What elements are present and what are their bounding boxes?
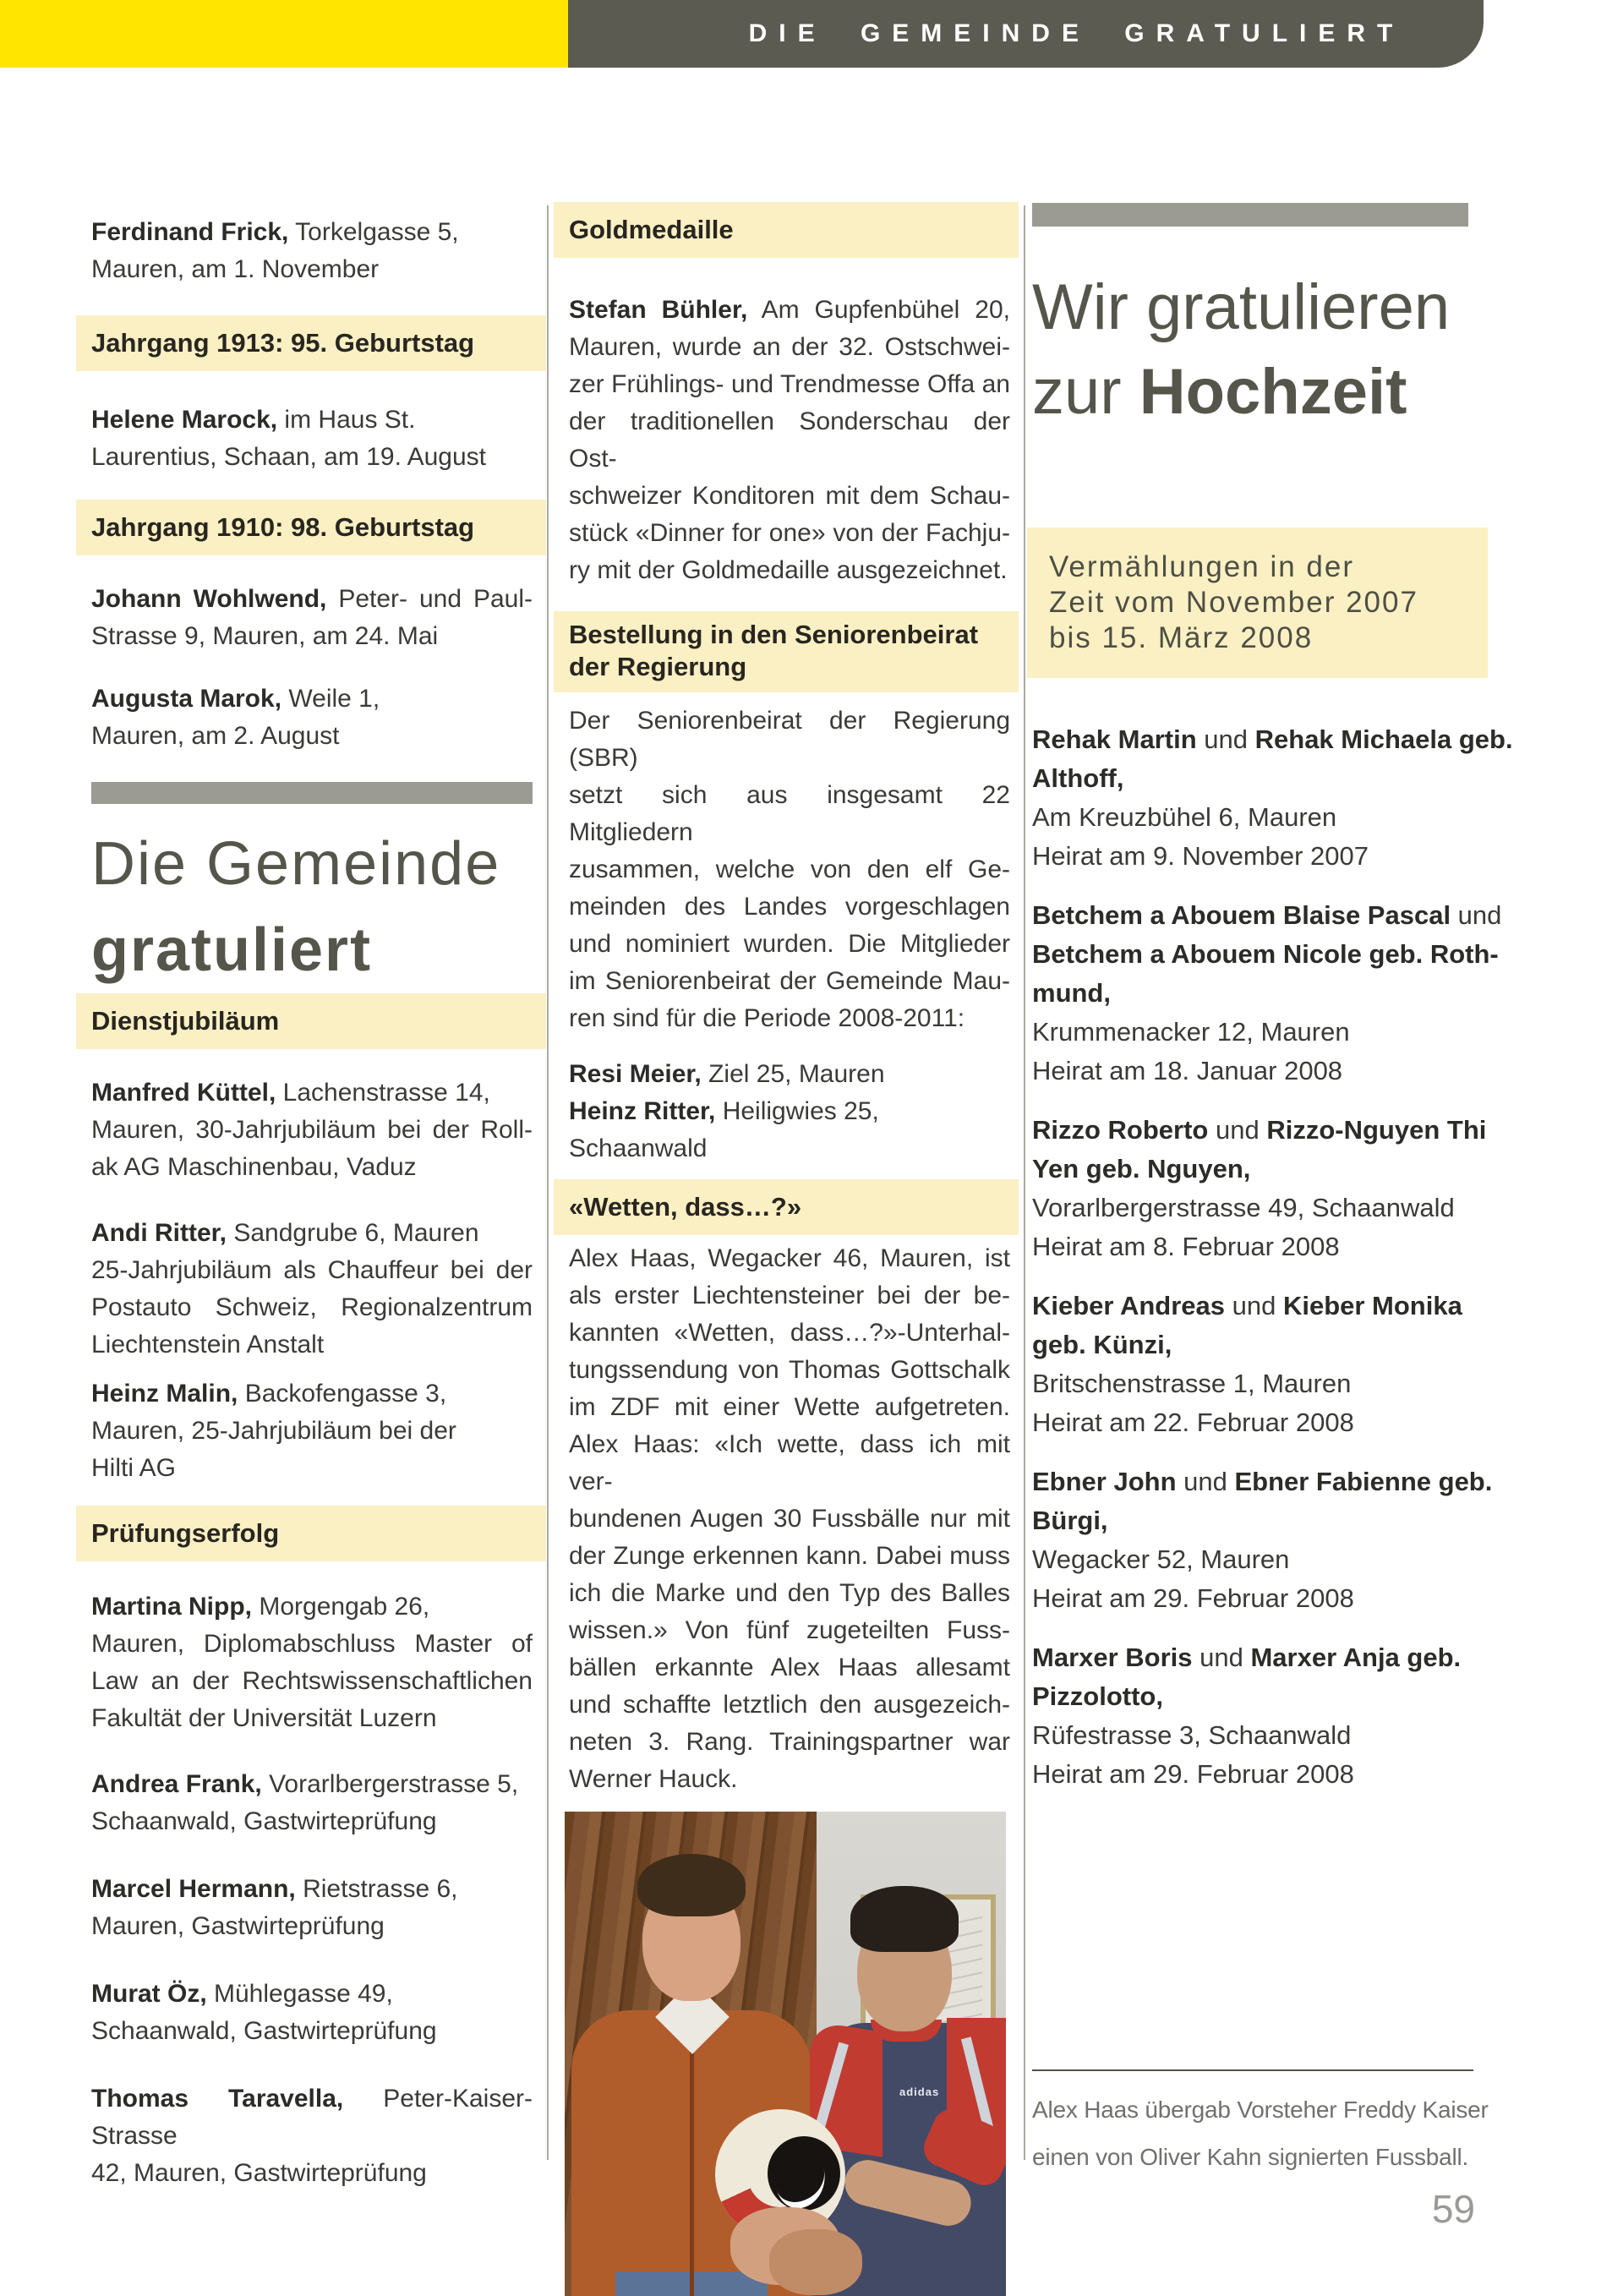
column-right: [1027, 203, 1513, 1794]
article-wetten-dass: Alex Haas, Wegacker 46, Mauren, ist als erster Liechtensteiner bei der be- kannten «Wetten, dass…?»-Unterhal- tungssendung von Thomas Gottschalk im ZDF mit einer Wette aufgetreten. Alex Haas: «Ich wette, dass ich mit ver- bundenen Augen 30 Fussbälle nur mit der Zunge erkennen kann. Dabei muss ich die Marke und den Typ des Balles wissen.» Von fünf zugeteilten Fuss- bällen erkannte Alex Haas allesamt und schaffte letztlich den ausgezeich- neten 3. Rang. Trainingspartner war Werner Hauck.: [569, 1244, 1010, 1793]
birthday-entry: Ferdinand Frick, Torkelgasse 5, Mauren, am 1. November: [91, 218, 459, 283]
man-right-hair: [850, 1886, 959, 1952]
wedding-entry: Ebner John und Ebner Fabienne geb. Bürgi, Wegacker 52, Mauren Heirat am 29. Februar 2008: [1032, 1467, 1493, 1613]
sweater-zipper: [690, 2042, 694, 2296]
photo-caption: Alex Haas übergab Vorsteher Freddy Kaiser einen von Oliver Kahn signierten Fussball.: [1032, 2069, 1473, 2181]
section-heading-1910: Jahrgang 1910: 98. Geburtstag: [76, 500, 546, 555]
page-number: 59: [1431, 2187, 1475, 2231]
wedding-entry: Marxer Boris und Marxer Anja geb. Pizzolotto, Rüfestrasse 3, Schaanwald Heirat am 29. Februar 2008: [1032, 1643, 1462, 1789]
exam-entry: Martina Nipp, Morgengab 26, Mauren, Diplomabschluss Master of Law an der Rechtswissenschaftlichen Fakultät der Universität Luzern: [91, 1593, 533, 1732]
headline-line2: gratuliert: [91, 916, 373, 984]
wedding-entry: Rizzo Roberto und Rizzo-Nguyen Thi Yen geb. Nguyen, Vorarlbergerstrasse 49, Schaanwald Heirat am 8. Februar 2008: [1032, 1115, 1487, 1261]
header-yellow-band: [0, 0, 568, 68]
headline-line1: Die Gemeinde: [91, 830, 501, 898]
photo-handshake-football: [565, 1812, 1006, 2296]
jubilee-entry: Manfred Küttel, Lachenstrasse 14, Mauren, 30-Jahrjubiläum bei der Roll- ak AG Maschinenbau, Vaduz: [91, 1079, 533, 1181]
wedding-headline: [1032, 265, 1488, 435]
section-divider-bar: [91, 782, 533, 804]
birthday-entry: Augusta Marok, Weile 1, Mauren, am 2. August: [91, 685, 380, 750]
section-heading-pruefungserfolg: Prüfungserfolg: [76, 1506, 546, 1561]
heading-line1: Bestellung in den Seniorenbeirat: [569, 620, 979, 649]
wedding-entry: Betchem a Abouem Blaise Pascal und Betchem a Abouem Nicole geb. Roth- mund, Krummenacker 12, Mauren Heirat am 18. Januar 2008: [1032, 900, 1502, 1085]
exam-entry: Murat Öz, Mühlegasse 49, Schaanwald, Gastwirteprüfung: [91, 1980, 437, 2045]
column-divider-left: [547, 205, 549, 2160]
page-title: DIE GEMEINDE GRATULIERT: [748, 19, 1405, 47]
wedding-entry: Rehak Martin und Rehak Michaela geb. Althoff, Am Kreuzbühel 6, Mauren Heirat am 9. November 2007: [1032, 724, 1513, 871]
section-heading-wetten-dass: «Wetten, dass…?»: [554, 1179, 1019, 1235]
birthday-entry: Helene Marock, im Haus St. Laurentius, Schaan, am 19. August: [91, 406, 486, 471]
section-divider-bar: [1032, 203, 1468, 227]
header-title-band: [568, 0, 1484, 68]
column-divider-right: [1024, 205, 1025, 2160]
article-goldmedaille: Stefan Bühler, Am Gupfenbühel 20, Mauren, wurde an der 32. Ostschwei- zer Frühlings- und Trendmesse Offa an der traditionellen Sonderschau der Ost- schweizer Konditoren mit dem Schau- stück «Dinner for one» von der Fachju- ry mit der Goldmedaille ausgezeichnet.: [569, 296, 1010, 584]
section-heading-goldmedaille: Goldmedaille: [554, 202, 1019, 258]
headline-line1: Wir gratulieren: [1032, 271, 1451, 343]
headline-line2: zur Hochzeit: [1032, 356, 1407, 428]
jubilee-entry: Andi Ritter, Sandgrube 6, Mauren 25-Jahrjubiläum als Chauffeur bei der Postauto Schweiz, Regionalzentrum Liechtenstein Anstalt: [91, 1219, 533, 1358]
section-heading-dienstjubilaeum: Dienstjubiläum: [76, 993, 546, 1049]
wedding-period-note: Vermählungen in der Zeit vom November 2007 bis 15. März 2008: [1027, 528, 1488, 678]
article-seniorenbeirat: Der Seniorenbeirat der Regierung (SBR) setzt sich aus insgesamt 22 Mitgliedern zusammen, welche von den elf Ge- meinden des Landes vorgeschlagen und nominiert wurden. Die Mitglieder im Seniorenbeirat der Gemeinde Mau- ren sind für die Periode 2008-2011:: [569, 707, 1010, 1032]
senior-members-list: Resi Meier, Ziel 25, Mauren Heinz Ritter, Heiligwies 25, Schaanwald: [569, 1060, 885, 1162]
jubilee-entry: Heinz Malin, Backofengasse 3, Mauren, 25-Jahrjubiläum bei der Hilti AG: [91, 1380, 456, 1482]
wedding-entry: Kieber Andreas und Kieber Monika geb. Künzi, Britschenstrasse 1, Mauren Heirat am 22. Februar 2008: [1032, 1291, 1462, 1437]
handshake-hands: [769, 2229, 862, 2295]
exam-entry: Andrea Frank, Vorarlbergerstrasse 5, Schaanwald, Gastwirteprüfung: [91, 1770, 519, 1835]
birthday-entry: Johann Wohlwend, Peter- und Paul- Strasse 9, Mauren, am 24. Mai: [91, 585, 533, 650]
exam-entry: Marcel Hermann, Rietstrasse 6, Mauren, Gastwirteprüfung: [91, 1875, 458, 1940]
section-headline: [91, 821, 546, 993]
man-left-hair: [637, 1854, 746, 1916]
section-heading-1913: Jahrgang 1913: 95. Geburtstag: [76, 315, 546, 371]
exam-entry: Thomas Taravella, Peter-Kaiser-Strasse 42, Mauren, Gastwirteprüfung: [91, 2085, 533, 2187]
heading-line2: der Regierung: [569, 652, 747, 681]
section-heading-seniorenbeirat: [554, 611, 1019, 692]
column-left: [76, 207, 546, 2192]
jersey-brand-text: adidas: [899, 2086, 940, 2098]
column-middle: [554, 202, 1019, 2296]
